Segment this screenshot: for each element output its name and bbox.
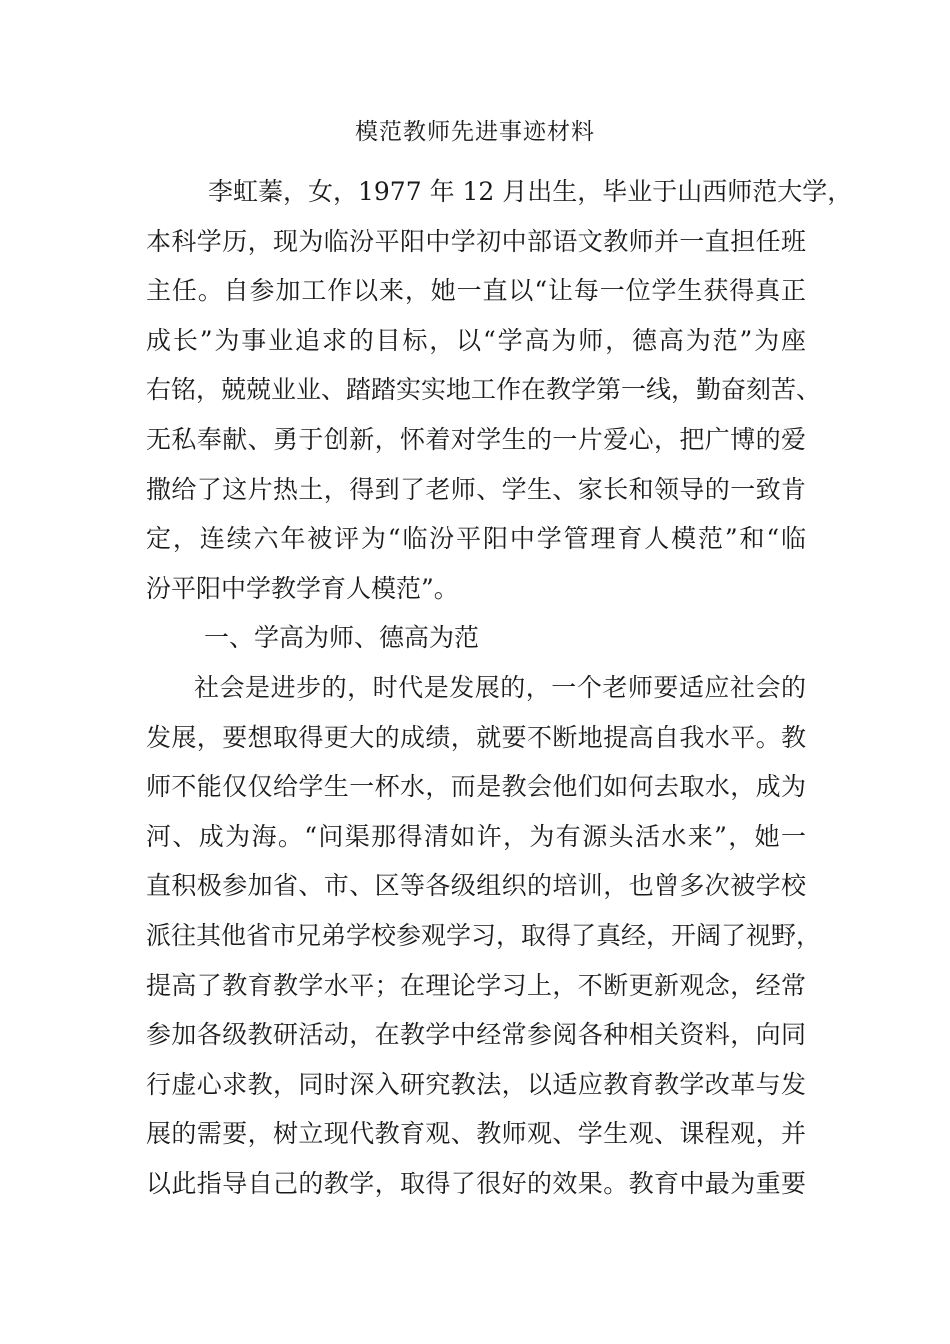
paragraph-line: 师不能仅仅给学生一杯水，而是教会他们如何去取水，成为 <box>146 772 806 802</box>
paragraph-line: 直积极参加省、市、区等各级组织的培训，也曾多次被学校 <box>146 871 806 901</box>
paragraph-line: 发展，要想取得更大的成绩，就要不断地提高自我水平。教 <box>146 722 806 752</box>
document-title: 模范教师先进事迹材料 <box>355 119 595 145</box>
paragraph-line: 汾平阳中学教学育人模范”。 <box>146 573 459 603</box>
paragraph-line: 以此指导自己的教学，取得了很好的效果。教育中最为重要 <box>146 1168 806 1198</box>
paragraph-line: 参加各级教研活动，在教学中经常参阅各种相关资料，向同 <box>146 1020 806 1050</box>
paragraph-line: 主任。自参加工作以来，她一直以“让每一位学生获得真正 <box>146 276 806 306</box>
paragraph-line: 成长”为事业追求的目标，以“学高为师，德高为范”为座 <box>146 325 806 355</box>
paragraph-line: 行虚心求教，同时深入研究教法，以适应教育教学改革与发 <box>146 1069 806 1099</box>
document-body <box>146 167 853 1208</box>
paragraph-line: 派往其他省市兄弟学校参观学习，取得了真经，开阔了视野， <box>146 920 822 950</box>
paragraph-line: 李虹蓁，女，1977 年 12 月出生，毕业于山西师范大学， <box>208 177 853 206</box>
paragraph-line: 无私奉献、勇于创新，怀着对学生的一片爱心，把广博的爱 <box>146 424 806 454</box>
paragraph-line: 展的需要，树立现代教育观、教师观、学生观、课程观，并 <box>146 1119 806 1149</box>
paragraph-line: 提高了教育教学水平；在理论学习上，不断更新观念，经常 <box>146 970 806 1000</box>
paragraph-line: 右铭，兢兢业业、踏踏实实地工作在教学第一线，勤奋刻苦、 <box>146 375 822 405</box>
paragraph-line: 定，连续六年被评为“临汾平阳中学管理育人模范”和“临 <box>146 524 806 554</box>
paragraph-line: 社会是进步的，时代是发展的，一个老师要适应社会的 <box>194 672 806 702</box>
section-heading: 一、学高为师、德高为范 <box>204 623 480 653</box>
paragraph-line: 本科学历，现为临汾平阳中学初中部语文教师并一直担任班 <box>146 226 806 256</box>
paragraph-line: 河、成为海。“问渠那得清如许，为有源头活水来”，她一 <box>146 821 806 851</box>
paragraph-line: 撒给了这片热土，得到了老师、学生、家长和领导的一致肯 <box>146 474 806 504</box>
